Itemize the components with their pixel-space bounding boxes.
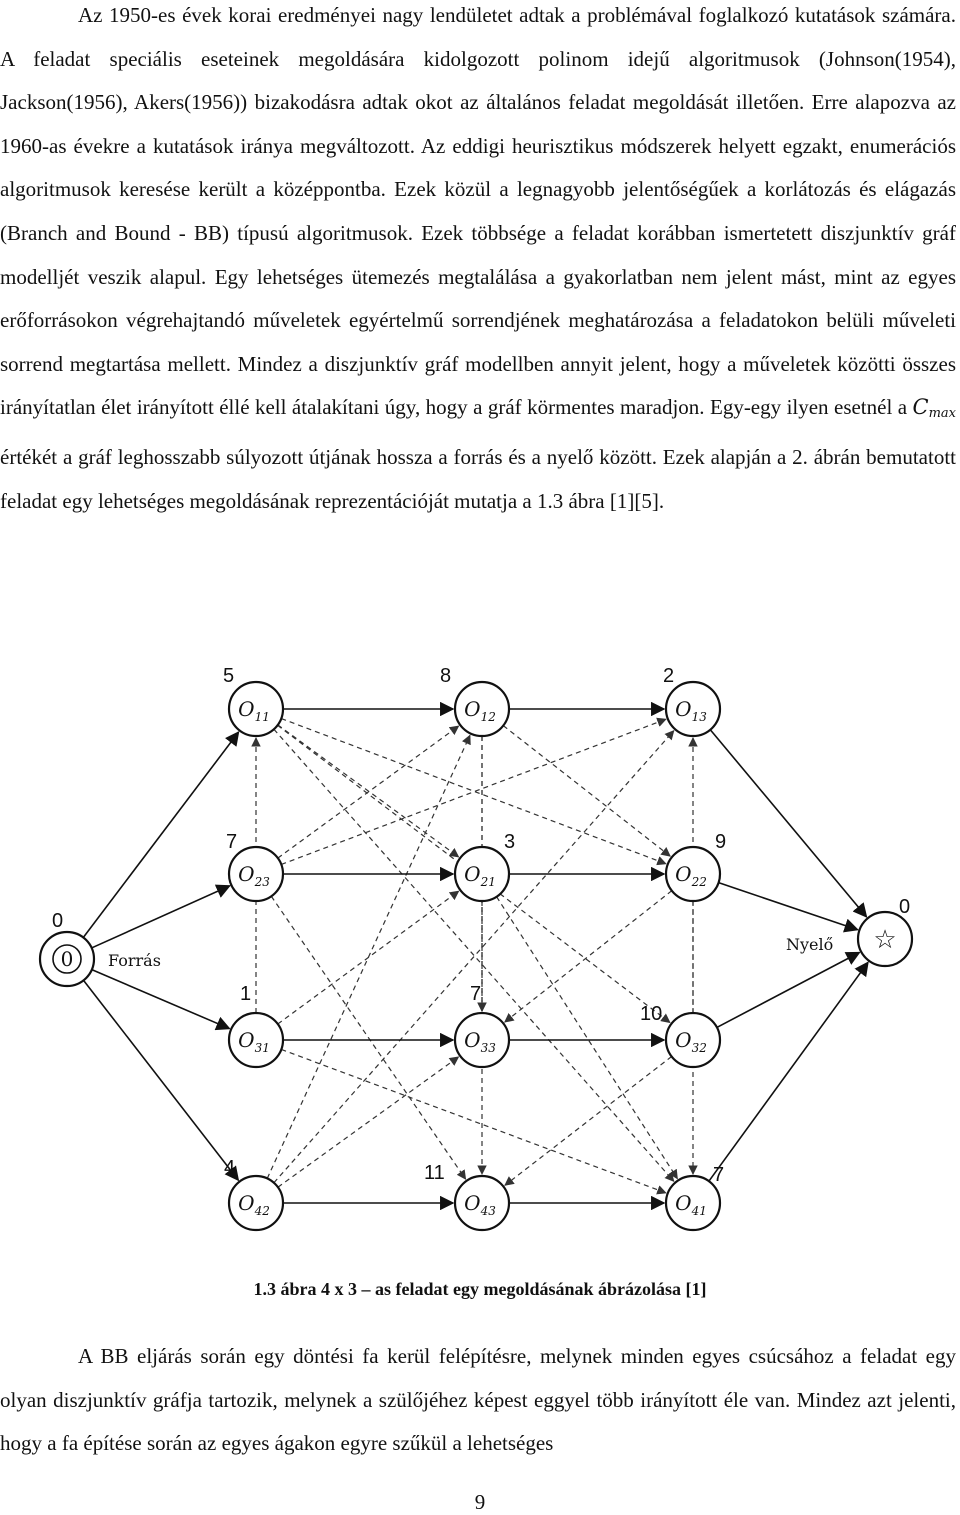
operation-node-weight: 7 [713, 1164, 725, 1186]
page-number: 9 [474, 1490, 486, 1514]
operation-node-circle [666, 1176, 720, 1230]
operation-node-circle [229, 682, 283, 736]
disjunctive-edge-o21-o41 [497, 897, 678, 1179]
nodes-layer [40, 668, 912, 1230]
operation-node-circle [455, 1013, 509, 1067]
conjunctive-edge-src-o11 [83, 732, 238, 937]
cmax-letter: C [912, 395, 929, 420]
cmax-symbol [912, 395, 957, 422]
operation-node-circle [666, 682, 720, 736]
star-icon: ☆ [873, 925, 897, 955]
operation-node-circle [455, 1176, 509, 1230]
disjunctive-edge-o11-o22 [281, 719, 666, 864]
disjunctive-edge-o23-o43 [271, 896, 465, 1179]
operation-node-o21 [455, 831, 515, 901]
operation-node-label: $O_{32}$ [675, 1028, 707, 1055]
conjunctive-edge-src-o23 [92, 886, 230, 948]
disjunctive-edge-o23-o13 [281, 719, 666, 864]
body-paragraph-1 [0, 0, 956, 523]
operation-node-label: $O_{21}$ [464, 862, 496, 889]
operation-node-o22 [666, 831, 726, 901]
operation-node-o43 [424, 1162, 509, 1230]
operation-node-o23 [226, 831, 283, 901]
source-node [40, 910, 161, 986]
operation-node-circle [455, 682, 509, 736]
operation-node-weight: 2 [663, 668, 675, 687]
sink-node-label: Nyelő [786, 935, 834, 954]
source-node-label: Forrás [108, 951, 161, 970]
operation-node-circle [666, 1013, 720, 1067]
operation-node-label: $O_{13}$ [675, 697, 707, 724]
disjunctive-edge-o42-o12 [267, 735, 470, 1178]
operation-node-label: $O_{43}$ [464, 1191, 496, 1218]
operation-node-circle [229, 1013, 283, 1067]
operation-node-weight: 3 [504, 831, 516, 853]
operation-node-circle [229, 1176, 283, 1230]
operation-node-o42 [224, 1157, 283, 1230]
operation-node-o32 [640, 1003, 720, 1067]
disjunctive-edge-o11-o21 [278, 725, 459, 857]
disjunctive-edge-o23-o12 [278, 726, 459, 858]
operation-node-o11 [223, 668, 283, 736]
paragraph-1-text: Az 1950-es évek korai eredményei nagy lendületet adtak a problémával foglalkozó kutatások számára. A feladat speciális eseteinek megoldására kidolgozott polinom idejű algoritmusok (Johnson(1954), Jackson(1956), Akers(1956)) bizakodásra adtak okot az általános feladat megoldását illetően. Erre alapozva az 1960-as évekre a kutatások iránya megváltozott. Az eddigi heurisztikus módszerek helyett egzakt, enumerációs algoritmusok keresése került a középpontba. Ezek közül a legnagyobb jelentőségűek a korlátozás és elágazás (Branch and Bound - BB) típusú algoritmusok. Ezek többsége a feladat korábban ismertetett diszjunktív gráf modelljét veszik alapul. Egy lehetséges ütemezés megtalálása a gyakorlatban nem jelent mást, mint az egyes erőforrásokon végrehajtandó műveletek egyértelmű sorrendjének meghatározása a feladatokon belüli műveleti sorrend megtartása mellett. Mindez a diszjunktív gráf modellben annyit jelent, hogy a műveletek közötti összes irányítatlan élet irányított éllé kell átalakítani úgy, hogy a gráf körmentes maradjon. Egy-egy ilyen esetnél a [0, 3, 956, 420]
operation-node-label: $O_{33}$ [464, 1028, 496, 1055]
disjunctive-edge-o12-o22 [503, 726, 670, 857]
operation-node-o31 [229, 983, 283, 1067]
conjunctive-edge-src-o31 [92, 970, 230, 1029]
operation-node-weight: 4 [224, 1157, 236, 1179]
disjunctive-edge-o11-o41 [274, 729, 674, 1181]
disjunctive-edge-o31-o41 [281, 1049, 666, 1192]
body-paragraph-2: A BB eljárás során egy döntési fa kerül felépítésre, melynek minden egyes csúcsához a feladat egy olyan diszjunktív gráfja tartozik, melynek a szülőjéhez képest eggyel több irányított éle van. Mindez azt jelenti, hogy a fa építése során az egyes ágakon egyre szűkül a lehetséges [0, 1344, 956, 1456]
operation-node-weight: 9 [715, 831, 727, 853]
sink-node [786, 896, 912, 966]
operation-node-weight: 8 [440, 668, 452, 687]
operation-node-circle [229, 847, 283, 901]
operation-node-circle [455, 847, 509, 901]
operation-node-label: $O_{42}$ [238, 1191, 270, 1218]
conjunctive-edge-o22-snk [719, 883, 858, 930]
operation-node-weight: 7 [470, 983, 482, 1005]
operation-node-label: $O_{12}$ [464, 697, 496, 724]
conjunctive-edge-o13-snk [710, 730, 866, 917]
operation-node-weight: 11 [424, 1162, 445, 1184]
sink-node-weight: 0 [899, 896, 911, 918]
operation-node-label: $O_{23}$ [238, 862, 270, 889]
disjunctive-graph [0, 668, 960, 1268]
operation-node-o12 [440, 668, 509, 736]
cmax-subscript: max [928, 406, 957, 422]
operation-node-o13 [663, 668, 720, 736]
operation-node-label: $O_{41}$ [675, 1191, 707, 1218]
disjunctive-edge-o32-o43 [505, 1057, 672, 1186]
edges-layer [83, 709, 868, 1203]
operation-node-o41 [666, 1164, 724, 1230]
source-node-weight: 0 [52, 910, 64, 932]
disjunctive-edge-o42-o13 [274, 731, 674, 1183]
conjunctive-edge-src-o42 [84, 980, 239, 1180]
operation-node-circle [666, 847, 720, 901]
operation-node-weight: 1 [240, 983, 252, 1005]
operation-node-weight: 10 [640, 1003, 663, 1025]
graph-figure [0, 668, 960, 1268]
figure-caption: 1.3 ábra 4 x 3 – as feladat egy megoldásának ábrázolása [1] [253, 1279, 707, 1299]
source-node-symbol: 0 [60, 947, 74, 971]
operation-node-label: $O_{22}$ [675, 862, 707, 889]
conjunctive-edge-o32-snk [717, 953, 859, 1028]
operation-node-weight: 5 [223, 668, 235, 687]
operation-node-label: $O_{31}$ [238, 1028, 270, 1055]
conjunctive-edge-o41-snk [709, 962, 868, 1181]
operation-node-label: $O_{11}$ [238, 697, 270, 724]
operation-node-weight: 7 [226, 831, 238, 853]
paragraph-1-end-text: értékét a gráf leghosszabb súlyozott útjának hossza a forrás és a nyelő között. Ezek alapján a 2. ábrán bemutatott feladat egy lehetséges megoldásának reprezentációját mutatja a 1.3 ábra [1][5]. [0, 444, 956, 513]
